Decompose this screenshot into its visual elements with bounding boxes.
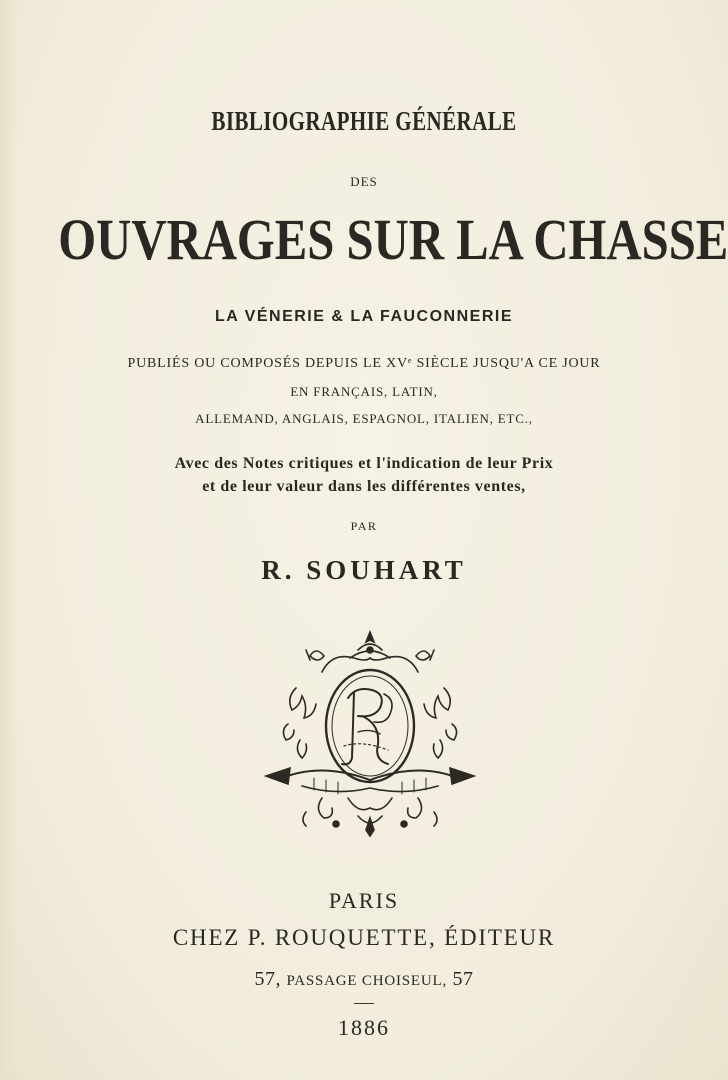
address-number-right: 57 bbox=[452, 968, 474, 990]
address-number-left: 57, bbox=[254, 968, 281, 990]
address-street: PASSAGE CHOISEUL, bbox=[286, 973, 448, 989]
notes-line-2: et de leur valeur dans les différentes ventes, bbox=[202, 478, 526, 495]
published-line: PUBLIÉS OU COMPOSÉS DEPUIS LE XVᵉ SIÈCLE JUSQU'A CE JOUR bbox=[127, 356, 601, 371]
title-top: BIBLIOGRAPHIE GÉNÉRALE bbox=[211, 106, 517, 136]
languages-line-2: ALLEMAND, ANGLAIS, ESPAGNOL, ITALIEN, ETC., bbox=[195, 411, 533, 426]
imprint-year: 1886 bbox=[338, 1015, 390, 1040]
subtitle: LA VÉNERIE & LA FAUCONNERIE bbox=[215, 308, 513, 325]
title-connector: DES bbox=[350, 174, 378, 189]
imprint-city: PARIS bbox=[328, 888, 400, 913]
notes-line-1: Avec des Notes critiques et l'indication de leur Prix bbox=[174, 455, 554, 472]
author-name: R. SOUHART bbox=[261, 555, 467, 585]
imprint-address bbox=[0, 968, 728, 991]
by-label: PAR bbox=[350, 519, 378, 533]
main-title: OUVRAGES SUR LA CHASSE bbox=[58, 207, 728, 272]
divider-rule bbox=[354, 1003, 374, 1004]
languages-line-1: EN FRANÇAIS, LATIN, bbox=[290, 384, 438, 399]
monogram-vignette-icon bbox=[262, 628, 478, 840]
imprint-publisher: CHEZ P. ROUQUETTE, ÉDITEUR bbox=[172, 925, 556, 950]
